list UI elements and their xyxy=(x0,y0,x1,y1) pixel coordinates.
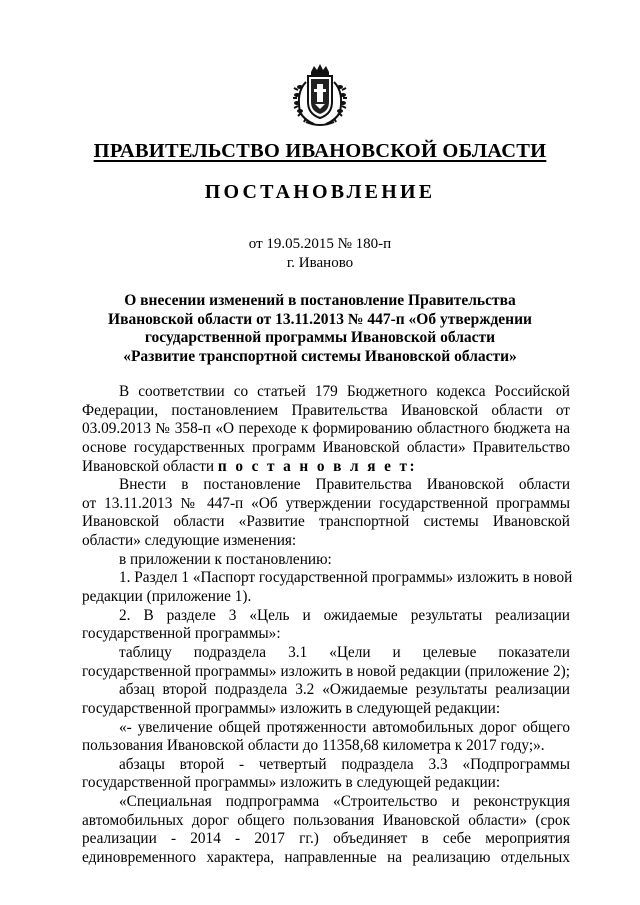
body-line: Внести в постановление Правительства Ивановской области xyxy=(119,476,570,494)
subject-line: государственной программы Ивановской области xyxy=(144,329,496,347)
document-type-title: ПОСТАНОВЛЕНИЕ xyxy=(204,181,436,203)
subject-line: О внесении изменений в постановление Правительства xyxy=(124,292,516,309)
body-line: государственной программы»: xyxy=(82,625,281,643)
body-line: Ивановской области «Развитие транспортной системы Ивановской xyxy=(82,513,570,531)
body-line: абзац второй подраздела 3.2 «Ожидаемые результаты реализации xyxy=(119,681,570,699)
body-line: от 13.11.2013 № 447-п «Об утверждении государственной программы xyxy=(82,494,570,512)
body-line: абзацы второй - четвертый подраздела 3.3 «Подпрограммы xyxy=(119,755,570,773)
body-line: «Специальная подпрограмма «Строительство и реконструкция xyxy=(119,793,570,811)
body-line: пользования Ивановской области до 11358,68 километра к 2017 году;». xyxy=(82,737,545,755)
decree-subject xyxy=(60,292,580,366)
body-line: основе государственных программ Ивановской области» Правительство xyxy=(82,438,570,456)
body-line: единовременного характера, направленные на реализацию отдельных xyxy=(82,849,570,867)
body-line: 2. В разделе 3 «Цель и ожидаемые результаты реализации xyxy=(119,606,570,624)
body-line: редакции (приложение 1). xyxy=(82,588,252,606)
decree-city: г. Иваново xyxy=(286,255,354,271)
subject-line: «Развитие транспортной системы Ивановской области» xyxy=(123,347,517,365)
decree-date-number: от 19.05.2015 № 180-п xyxy=(248,236,392,252)
body-line: таблицу подраздела 3.1 «Цели и целевые показатели xyxy=(119,643,570,661)
resolves-keyword: п о с т а н о в л я е т: xyxy=(217,457,417,475)
body-line: области» следующие изменения: xyxy=(82,532,297,550)
body-line: Федерации, постановлением Правительства Ивановской области от xyxy=(82,401,570,419)
coat-of-arms-icon xyxy=(292,62,348,128)
body-line: автомобильных дорог общего пользования Ивановской области» (срок xyxy=(82,811,570,829)
body-line: реализации - 2014 - 2017 гг.) объединяет в себе мероприятия xyxy=(82,830,570,848)
government-title: ПРАВИТЕЛЬСТВО ИВАНОВСКОЙ ОБЛАСТИ xyxy=(93,140,547,162)
subject-line: Ивановской области от 13.11.2013 № 447-п «Об утверждении xyxy=(108,310,532,328)
body-line: В соответствии со статьей 179 Бюджетного кодекса Российской xyxy=(119,383,570,400)
body-line: в приложении к постановлению: xyxy=(119,550,332,568)
body-line-text: Ивановской области xyxy=(82,457,218,475)
body-line: государственной программы» изложить в следующей редакции: xyxy=(82,699,501,717)
body-line: государственной программы» изложить в следующей редакции: xyxy=(82,774,501,792)
body-line: государственной программы» изложить в новой редакции (приложение 2); xyxy=(82,662,570,680)
body-line: 03.09.2013 № 358-п «О переходе к формированию областного бюджета на xyxy=(82,420,570,438)
decree-body xyxy=(82,383,573,868)
body-line: 1. Раздел 1 «Паспорт государственной программы» изложить в новой xyxy=(119,569,573,587)
body-line: «- увеличение общей протяженности автомобильных дорог общего xyxy=(119,718,570,736)
body-line xyxy=(82,458,570,477)
